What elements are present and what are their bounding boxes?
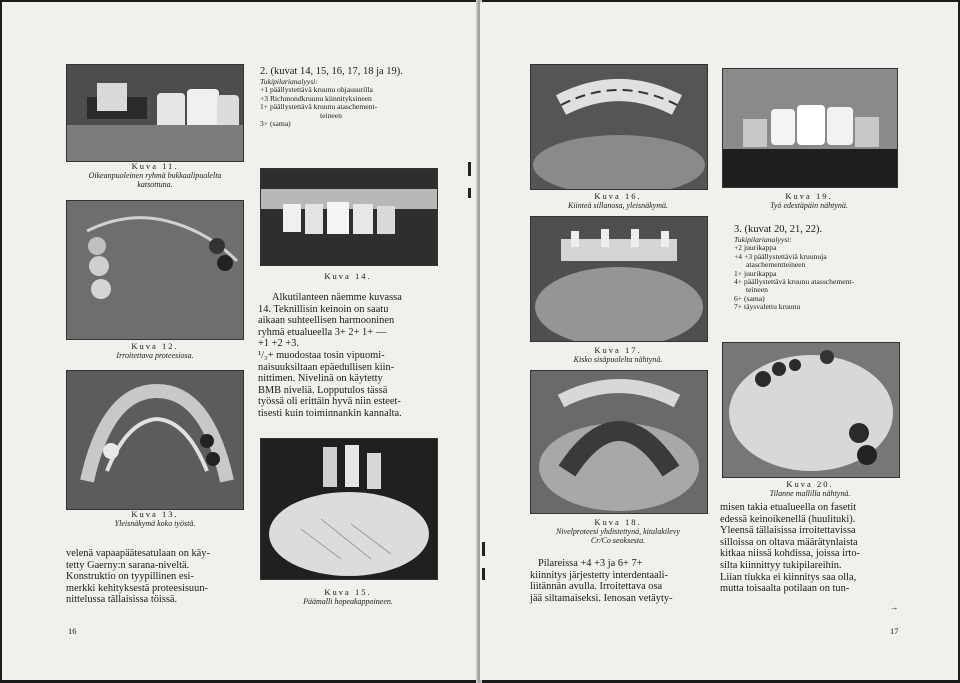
text-line: 14. Teknillisin keinoin on saatu <box>258 303 389 315</box>
case-heading: 3. (kuvat 20, 21, 22). <box>734 224 823 235</box>
gutter-mark <box>468 188 471 198</box>
figure-caption-line: Kiinteä sillanosa, yleisnäkymä. <box>568 201 668 210</box>
figure-label: Kuva 11. <box>131 161 179 171</box>
figure-caption-line: Nivelproteesi yhdistettynä, kitalakilevy <box>556 527 680 536</box>
abutment-line: +2 juurikappa <box>734 243 777 253</box>
text-line: ¹/₃+ muodostaa tosin vipuomi- <box>258 349 385 361</box>
figure-caption-line: Irroitettava proteesiosa. <box>116 351 194 360</box>
figure-caption-line: Yleisnäkymä koko työstä. <box>114 519 196 528</box>
text-line: nittimen. Nivelinä on käytetty <box>258 373 383 385</box>
text-line: BMB niveliä. Lopputulos tässä <box>258 384 388 396</box>
figure-caption-line: Kisko sisäpuolelta nähtynä. <box>573 355 663 364</box>
text-line: kitkaa niissä kohdissa, joissa irto- <box>720 548 860 560</box>
figure-14-caption <box>260 272 436 281</box>
figure-20-caption <box>720 480 900 498</box>
text-line: Liian tiukka ei kiinnitys saa olla, <box>720 571 857 583</box>
text-line: velenä vapaapäätesatulaan on käy- <box>66 548 210 559</box>
abutment-line: teineen <box>320 110 342 120</box>
text-line: ryhmä etualueella 3+ 2+ 1+ — <box>258 326 387 338</box>
case-2-header <box>260 66 460 128</box>
text-line: Yleensä tällaisissa irroitettavissa <box>720 525 856 537</box>
figure-16-caption <box>526 192 710 210</box>
figure-label: Kuva 17. <box>594 345 642 355</box>
abutment-line: 4+ päällystettävä kruunu atasschement- <box>734 277 855 287</box>
figure-13-photo <box>66 370 244 510</box>
figure-label: Kuva 18. <box>594 517 642 527</box>
body-text <box>258 292 438 420</box>
text-line: +1 +2 +3. <box>258 338 299 350</box>
abutment-line: 1+ juurikappa <box>734 268 777 278</box>
figure-17-photo <box>530 216 708 342</box>
gutter-mark <box>482 568 485 580</box>
abutment-line: ataschementteineen <box>746 260 806 270</box>
figure-18-photo <box>530 370 708 514</box>
text-line: aikaan suhteellisen harmooninen <box>258 315 395 327</box>
abutment-line: +4 +3 päällystettäviä kruunuja <box>734 251 827 261</box>
continue-arrow-icon: → <box>890 602 899 612</box>
figure-caption-line: katsottuna. <box>137 180 173 189</box>
figure-17-caption <box>526 346 710 364</box>
bottom-text <box>66 548 246 606</box>
abutment-line: +3 Richmondkruunu kiinnityksineen <box>260 93 372 103</box>
figure-11-photo <box>66 64 244 162</box>
case-heading: 2. (kuvat 14, 15, 16, 17, 18 ja 19). <box>260 66 403 77</box>
text-line: edessä keinoikenellä (huulituki). <box>720 513 856 525</box>
figure-13-caption <box>62 510 248 528</box>
case-3-header <box>734 224 924 312</box>
text-line: nittelussa tällaisissa töissä. <box>66 594 178 606</box>
figure-12-caption <box>62 342 248 360</box>
figure-label: Kuva 16. <box>594 191 642 201</box>
abutment-line: 6+ (sama) <box>734 293 765 303</box>
right-text <box>720 502 902 595</box>
text-line: mutta toisaalta potilaan on tun- <box>720 583 850 595</box>
figure-caption-line: Oikeanpuoleinen ryhmä bukkaalipuolelta <box>88 171 222 180</box>
figure-label: Kuva 15. <box>324 587 372 597</box>
right-page <box>480 2 958 680</box>
abutment-line: 1+ päällystettävä kruunu ataschement- <box>260 102 378 112</box>
figure-15-photo <box>260 438 438 580</box>
figure-label: Kuva 13. <box>131 509 179 519</box>
figure-label: Kuva 20. <box>786 479 834 489</box>
gutter-mark <box>468 162 471 176</box>
figure-19-photo <box>722 68 898 188</box>
gutter-mark <box>482 542 485 556</box>
figure-caption-line: Työ edestäpäin nähtynä. <box>770 201 848 210</box>
text-line: Alkutilanteen näemme kuvassa <box>272 292 402 303</box>
text-line: tetty Gaerny:n sarana-niveltä. <box>66 559 190 571</box>
figure-11-caption <box>62 162 248 189</box>
text-line: työssä oli erittäin hyvä niin esteet- <box>258 396 401 408</box>
text-line: Konstruktio on tyypillinen esi- <box>66 571 194 583</box>
abutment-line: +1 päällystettävä kruunu ohjausurilla <box>260 85 373 95</box>
text-line: misen takia etualueella on fasetit <box>720 502 857 513</box>
abutment-line: 7+ täysvalettu kruunu <box>734 302 801 312</box>
text-line: Pilareissa +4 +3 ja 6+ 7+ <box>538 558 643 569</box>
middle-text <box>530 558 708 604</box>
figure-19-caption <box>720 192 898 210</box>
abutment-title: Tukipilarianalyysi: <box>260 77 318 86</box>
abutment-line: 3+ (sama) <box>260 119 291 129</box>
figure-18-caption <box>526 518 710 545</box>
page-number: 17 <box>890 626 899 636</box>
figure-14-photo <box>260 168 438 266</box>
figure-caption-line: Tilanne mallilla nähtynä. <box>769 489 851 498</box>
text-line: liitännän avulla. Irroitettava osa <box>530 581 663 593</box>
figure-12-photo <box>66 200 244 340</box>
abutment-line: teineen <box>746 285 768 295</box>
text-line: tisesti kuin toiminnankin kannalta. <box>258 407 402 419</box>
figure-15-caption <box>260 588 436 606</box>
figure-16-photo <box>530 64 708 190</box>
figure-label: Kuva 19. <box>785 191 833 201</box>
figure-20-photo <box>722 342 900 478</box>
text-line: merkki kehityksestä proteesisuun- <box>66 582 208 594</box>
figure-label: Kuva 12. <box>131 341 179 351</box>
text-line: silta kiinnittyy tukipilareihin. <box>720 559 842 571</box>
text-line: naisuuksiltaan epäedullisen kiin- <box>258 361 395 373</box>
abutment-title: Tukipilarianalyysi: <box>734 235 792 244</box>
text-line: kiinnitys järjestetty interdentaali- <box>530 569 668 581</box>
figure-caption-line: Päämalli hopeakappoineen. <box>303 597 393 606</box>
text-line: silloissa on oltava määrätynlaista <box>720 536 858 548</box>
left-page <box>2 2 478 680</box>
text-line: jää siltamaiseksi. Ienosan vetäyty- <box>530 592 673 604</box>
figure-caption-line: Cr/Co seoksesta. <box>590 536 646 545</box>
page-number: 16 <box>68 626 77 636</box>
figure-label: Kuva 14. <box>324 271 372 281</box>
